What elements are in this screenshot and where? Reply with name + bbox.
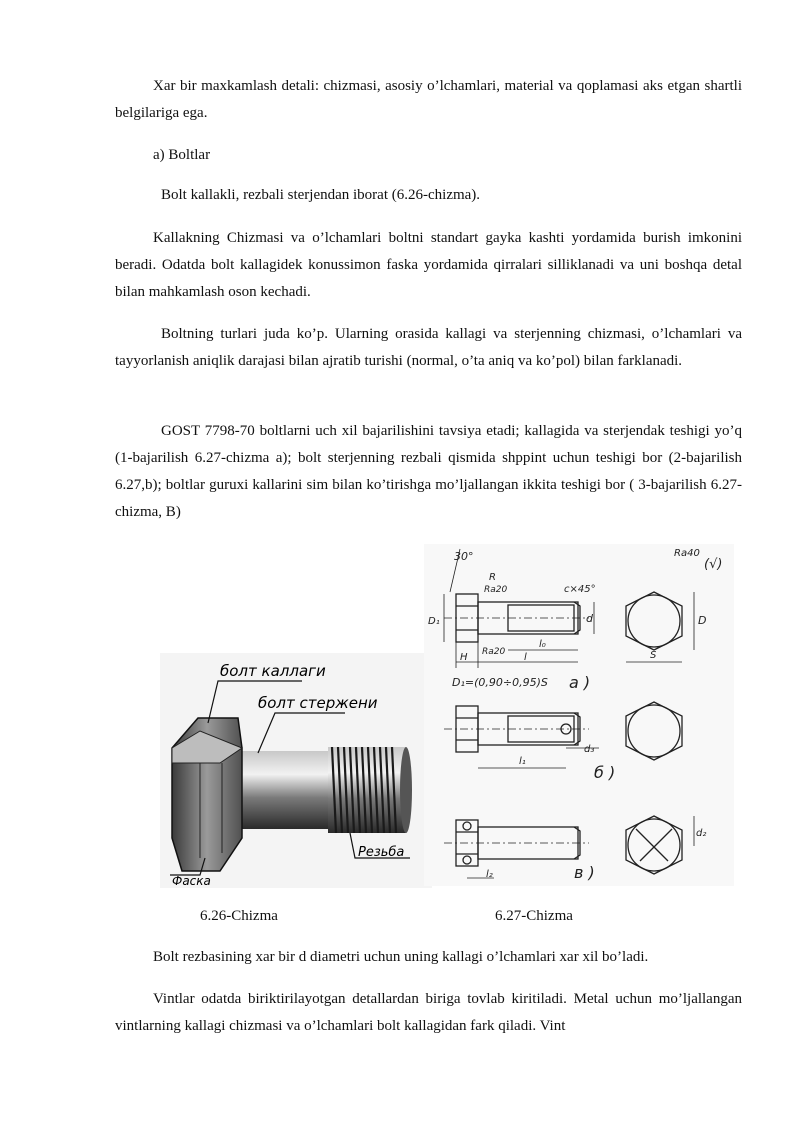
- dim-radius: R: [489, 572, 496, 583]
- dim-l0: l₀: [539, 639, 546, 650]
- bolt-thread: [328, 747, 412, 833]
- roughness-ra20-a: Ra20: [484, 585, 508, 595]
- paragraph-gost: GOST 7798-70 boltlarni uch xil bajarilishini tavsiya etadi; kallagida va sterjendak teshigi yo’q (1-bajarilish 6.27-chizma a); bolt sterjenning rezbali qismida shppint uchun teshigi bor (2-bajarilish 6.27,b); boltlar guruxi kallarini sim bilan ko’tirishga mo’ljallangan ikkita teshigi bor ( 3-bajarilish 6.27-chizma, B): [115, 423, 742, 520]
- section-heading-bolts: a) Boltlar: [153, 147, 211, 163]
- figure-6-27-bolt-drawings: [424, 544, 734, 886]
- mark-variant-b: б ): [594, 763, 616, 782]
- roughness-ra40: Ra40: [674, 548, 700, 559]
- dim-d2: d₂: [696, 828, 707, 839]
- dim-d: d: [586, 612, 593, 625]
- dim-l1: l₁: [519, 756, 526, 767]
- label-thread: Резьба: [358, 845, 405, 860]
- dim-d1: D₁: [428, 616, 440, 627]
- dim-chamfer: c×45°: [564, 584, 596, 595]
- paragraph-bolt-types: Boltning turlari juda ko’p. Ularning orasida kallagi va sterjenning chizmasi, o’lchamlari va tayyorlanish aniqlik darajasi bilan ajratib turishi (normal, o’ta aniq va ko’pol) bilan farklanadi.: [115, 326, 742, 369]
- mark-variant-v: в ): [574, 863, 595, 882]
- dim-angle: 30°: [454, 550, 474, 563]
- paragraph-thread-diameter: Bolt rezbasining xar bir d diametri uchun uning kallagi o’lchamlari xar xil bo’ladi.: [153, 949, 649, 965]
- label-bolt-rod: болт стержени: [258, 694, 378, 712]
- bolt-illustration-svg: [160, 653, 432, 888]
- dim-H: H: [460, 652, 468, 663]
- formula-d1: D₁=(0,90÷0,95)S: [452, 676, 548, 689]
- dim-S: S: [650, 650, 657, 661]
- figure-6-26-bolt-illustration: [160, 653, 432, 888]
- bolt-drawings-svg: [424, 544, 734, 886]
- dim-D: D: [698, 614, 707, 627]
- roughness-check: (√): [704, 557, 723, 572]
- paragraph-head-shape: Kallakning Chizmasi va o’lchamlari boltni standart gayka kashti yordamida burish imkonini beradi. Odatda bolt kallagidek konussimon faska yordamida qirralari silliklanadi va uni boshqa detal bilan mahkamlash oson kechadi.: [115, 230, 742, 300]
- bolt-head: [172, 718, 242, 871]
- dim-l: l: [524, 652, 527, 663]
- mark-variant-a: a ): [569, 673, 591, 692]
- caption-6-26: 6.26-Chizma: [200, 908, 278, 924]
- dim-d3: d₃: [584, 744, 595, 755]
- roughness-ra20-b: Ra20: [482, 647, 506, 657]
- paragraph-intro: Xar bir maxkamlash detali: chizmasi, asosiy o’lchamlari, material va qoplamasi aks etgan shartli belgilariga ega.: [115, 78, 742, 121]
- paragraph-screws: Vintlar odatda biriktirilayotgan detallardan biriga tovlab kiritiladi. Metal uchun mo’ljallangan vintlarning kallagi chizmasi va o’lchamlari bolt kallagidan fark qiladi. Vint: [115, 991, 742, 1034]
- dim-l2: l₂: [486, 869, 493, 880]
- caption-6-27: 6.27-Chizma: [495, 908, 573, 924]
- label-bolt-head: болт каллаги: [220, 662, 326, 680]
- paragraph-bolt-definition: Bolt kallakli, rezbali sterjendan iborat (6.26-chizma).: [161, 187, 481, 203]
- label-chamfer: Фаска: [172, 874, 211, 888]
